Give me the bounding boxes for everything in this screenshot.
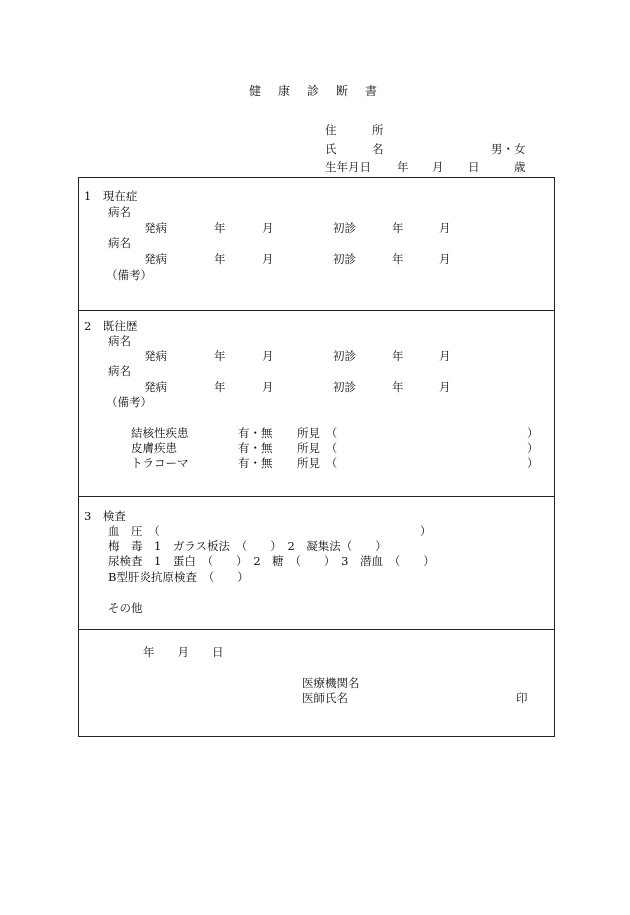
dob-label: 生年月日 bbox=[325, 160, 371, 174]
section1-onset-year-2: 年 bbox=[214, 252, 226, 266]
hepatitis-b-test-line: B型肝炎抗原検査 （ ） bbox=[108, 570, 249, 584]
condition-yesno: 有・無 bbox=[238, 441, 273, 455]
section2-first-visit-month: 月 bbox=[439, 349, 451, 363]
condition-name: トラコーマ bbox=[131, 456, 189, 470]
section2-first-visit-label-2: 初診 bbox=[333, 380, 356, 394]
condition-yesno: 有・無 bbox=[238, 456, 273, 470]
section2-disease-label-2: 病名 bbox=[108, 364, 131, 378]
section2-onset-year: 年 bbox=[214, 349, 226, 363]
dob-day-label: 日 bbox=[468, 160, 480, 174]
condition-finding: 所見 （ bbox=[297, 441, 338, 455]
section2-disease-label: 病名 bbox=[108, 334, 131, 348]
section-divider-1 bbox=[79, 310, 554, 311]
sex-label: 男・女 bbox=[491, 142, 526, 156]
syphilis-test-line: 梅 毒 1 ガラス板法 （ ） 2 凝集法（ ） bbox=[108, 539, 387, 553]
condition-finding: 所見 （ bbox=[297, 426, 338, 440]
section2-onset-year-2: 年 bbox=[214, 380, 226, 394]
blood-pressure-close: ） bbox=[420, 524, 432, 538]
urine-test-line: 尿検査 1 蛋白 （ ） 2 糖 （ ） 3 潜血 （ ） bbox=[108, 554, 435, 568]
section2-onset-label-2: 発病 bbox=[144, 380, 167, 394]
condition-name: 皮膚疾患 bbox=[131, 441, 177, 455]
section3-heading: 3 検査 bbox=[84, 509, 126, 523]
section2-onset-label: 発病 bbox=[144, 349, 167, 363]
section1-heading: 1 現在症 bbox=[84, 189, 138, 203]
section1-onset-label: 発病 bbox=[144, 221, 167, 235]
section2-notes-label: （備考） bbox=[106, 395, 152, 409]
section1-onset-month-2: 月 bbox=[262, 252, 274, 266]
issue-date: 年 月 日 bbox=[143, 645, 224, 659]
condition-finding-close: ） bbox=[527, 426, 539, 440]
section2-first-visit-year: 年 bbox=[392, 349, 404, 363]
condition-finding: 所見 （ bbox=[297, 456, 338, 470]
section-divider-3 bbox=[79, 629, 554, 630]
condition-finding-close: ） bbox=[527, 441, 539, 455]
address-label: 住 所 bbox=[325, 123, 396, 137]
dob-month-label: 月 bbox=[432, 160, 444, 174]
dob-year-label: 年 bbox=[397, 160, 409, 174]
condition-yesno: 有・無 bbox=[238, 426, 273, 440]
section1-disease-label: 病名 bbox=[108, 205, 131, 219]
document-title: 健康診断書 bbox=[249, 84, 395, 98]
section1-first-visit-label-2: 初診 bbox=[333, 252, 356, 266]
section1-first-visit-label: 初診 bbox=[333, 221, 356, 235]
section2-first-visit-month-2: 月 bbox=[439, 380, 451, 394]
section1-first-visit-month-2: 月 bbox=[439, 252, 451, 266]
name-label: 氏 名 bbox=[325, 142, 396, 156]
section2-onset-month-2: 月 bbox=[262, 380, 274, 394]
section2-heading: 2 既往歴 bbox=[84, 319, 138, 333]
other-label: その他 bbox=[108, 601, 143, 615]
section1-onset-month: 月 bbox=[262, 221, 274, 235]
section1-first-visit-year: 年 bbox=[392, 221, 404, 235]
blood-pressure-label: 血 圧 （ bbox=[108, 524, 160, 538]
condition-name: 結核性疾患 bbox=[131, 426, 189, 440]
section-divider-2 bbox=[79, 496, 554, 497]
section1-notes-label: （備考） bbox=[106, 268, 152, 282]
section2-first-visit-year-2: 年 bbox=[392, 380, 404, 394]
section1-onset-label-2: 発病 bbox=[144, 252, 167, 266]
section2-first-visit-label: 初診 bbox=[333, 349, 356, 363]
condition-finding-close: ） bbox=[527, 456, 539, 470]
section1-first-visit-year-2: 年 bbox=[392, 252, 404, 266]
age-label: 歳 bbox=[514, 160, 526, 174]
section1-disease-label-2: 病名 bbox=[108, 236, 131, 250]
institution-label: 医療機関名 bbox=[302, 676, 360, 690]
seal-label: 印 bbox=[516, 691, 528, 705]
doctor-name-label: 医師氏名 bbox=[302, 691, 348, 705]
section1-first-visit-month: 月 bbox=[439, 221, 451, 235]
section2-onset-month: 月 bbox=[262, 349, 274, 363]
section1-onset-year: 年 bbox=[214, 221, 226, 235]
